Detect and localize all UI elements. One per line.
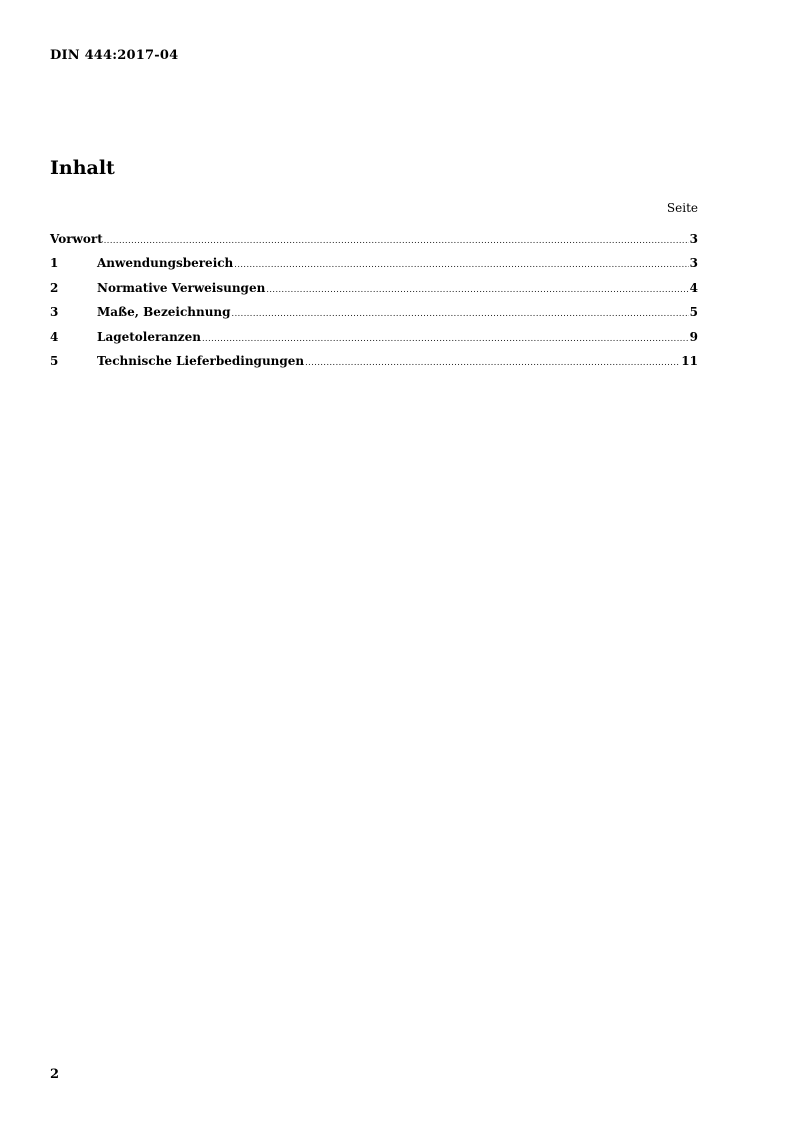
toc-entry-title: Anwendungsbereich <box>97 256 234 271</box>
toc-entry-scope[interactable] <box>50 256 698 280</box>
toc-entry-page: 5 <box>689 305 698 320</box>
toc-entry-title: Technische Lieferbedingungen <box>97 353 305 368</box>
toc-entry-page: 9 <box>689 329 698 344</box>
toc-dot-leader <box>305 358 680 367</box>
document-id-header: DIN 444:2017-04 <box>50 48 179 63</box>
toc-list <box>50 232 698 378</box>
toc-title: Inhalt <box>50 157 115 179</box>
toc-entry-number: 2 <box>50 280 59 295</box>
toc-entry-page: 3 <box>689 232 698 246</box>
toc-dot-leader <box>234 260 688 269</box>
toc-entry-page: 3 <box>689 256 698 271</box>
toc-entry-page: 11 <box>681 353 698 368</box>
toc-entry-title: Normative Verweisungen <box>97 280 266 295</box>
toc-entry-number: 5 <box>50 353 59 368</box>
toc-entry-title: Lagetoleranzen <box>97 329 201 344</box>
toc-entry-page: 4 <box>689 280 698 295</box>
toc-entry-technical-delivery-conditions[interactable] <box>50 354 698 378</box>
toc-entry-title: Vorwort <box>50 232 103 246</box>
toc-dot-leader <box>104 236 689 245</box>
toc-dot-leader <box>232 309 689 318</box>
toc-entry-number: 3 <box>50 305 59 320</box>
toc-entry-number: 1 <box>50 256 59 271</box>
page-number: 2 <box>50 1067 60 1082</box>
toc-entry-normative-references[interactable] <box>50 281 698 305</box>
toc-entry-foreword[interactable] <box>50 232 698 256</box>
toc-entry-title: Maße, Bezeichnung <box>97 305 231 320</box>
toc-entry-position-tolerances[interactable] <box>50 330 698 354</box>
toc-page-column-label: Seite <box>666 201 698 215</box>
toc-entry-number: 4 <box>50 329 59 344</box>
toc-entry-dimensions-designation[interactable] <box>50 305 698 329</box>
toc-dot-leader <box>266 285 688 294</box>
toc-dot-leader <box>202 334 689 343</box>
